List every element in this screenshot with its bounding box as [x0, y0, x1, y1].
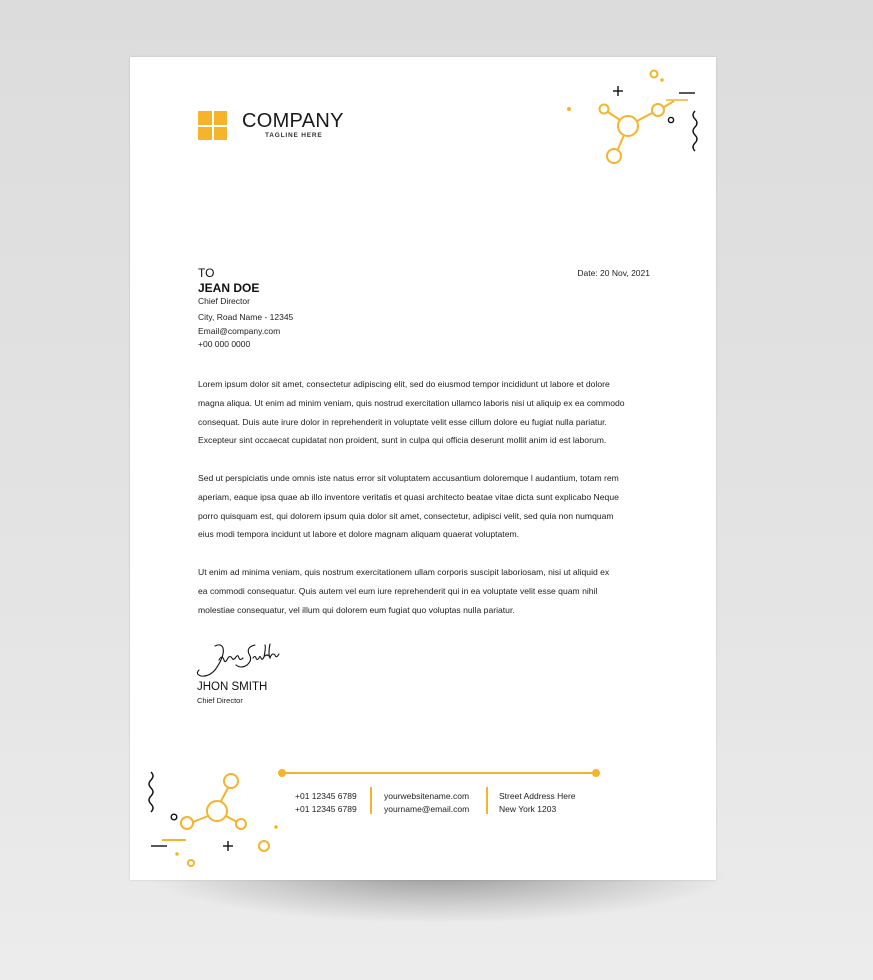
footer-city: New York 1203	[499, 803, 557, 814]
four-square-logo-icon	[198, 111, 227, 140]
footer-street: Street Address Here	[499, 791, 576, 801]
letterhead-page	[130, 57, 716, 880]
paragraph-line: eius modi tempora incidunt ut labore et dolore magnam aliquam quaerat voluptatem.	[198, 529, 520, 540]
paragraph-line: aperiam, eaque ipsa quae ab illo inventore veritatis et quasi architecto beatae vitae dicta sunt explicabo Neque	[198, 491, 619, 502]
body-paragraph-2	[198, 469, 658, 544]
recipient-name: JEAN DOE	[198, 281, 260, 295]
body-paragraph-1	[198, 375, 658, 450]
recipient-phone: +00 000 0000	[198, 339, 251, 349]
paragraph-line: ea commodi consequatur. Quis autem vel eum iure reprehenderit qui in ea voluptate velit esse quam nihil	[198, 585, 598, 596]
paragraph-line: Excepteur sint occaecat cupidatat non proident, sunt in culpa qui officia deserunt mollit anim id est laborum.	[198, 435, 607, 446]
signer-name: JHON SMITH	[197, 681, 268, 693]
footer-accent-line	[278, 768, 600, 778]
paragraph-line: Sed ut perspiciatis unde omnis iste natus error sit voluptatem accusantium doloremque l audantium, totam rem	[198, 473, 619, 483]
body-paragraph-3	[198, 563, 658, 619]
recipient-address: City, Road Name - 12345	[198, 312, 294, 322]
paragraph-line: porro quisquam est, qui dolorem ipsum quia dolor sit amet, consectetur, adipisci velit, sed quia non numquam	[198, 510, 614, 521]
footer-phone: +01 12345 6789	[295, 803, 357, 814]
signer-role: Chief Director	[197, 696, 243, 705]
footer-web	[384, 790, 469, 815]
footer-website: yourwebsitename.com	[384, 791, 470, 801]
paragraph-line: Ut enim ad minima veniam, quis nostrum exercitationem ullam corporis suscipit laboriosam, nisi ut aliquid ex	[198, 567, 610, 577]
company-tagline: TAGLINE HERE	[265, 132, 323, 139]
footer-address	[499, 790, 576, 815]
molecule-decoration-icon	[562, 65, 712, 170]
letter-date: Date: 20 Nov, 2021	[577, 268, 650, 278]
footer-phone: +01 12345 6789	[295, 791, 357, 801]
footer-divider	[486, 787, 488, 814]
footer-phones	[295, 790, 357, 815]
paragraph-line: molestiae consequatur, vel illum qui dolorem eum fugiat quo voluptas nulla pariatur.	[198, 604, 515, 615]
paragraph-line: consequat. Duis aute irure dolor in reprehenderit in voluptate velit esse cillum dolore eu fugiat nulla pariatur.	[198, 416, 607, 427]
footer-divider	[370, 787, 372, 814]
recipient-email: Email@company.com	[198, 326, 281, 336]
company-name: COMPANY	[242, 110, 344, 132]
paragraph-line: Lorem ipsum dolor sit amet, consectetur adipiscing elit, sed do eiusmod tempor incididunt ut labore et dolore	[198, 379, 610, 389]
to-label: TO	[198, 266, 215, 280]
footer-email: yourname@email.com	[384, 803, 470, 814]
molecule-decoration-icon	[144, 767, 284, 872]
handwritten-signature	[193, 640, 288, 680]
recipient-role: Chief Director	[198, 296, 250, 306]
paragraph-line: magna aliqua. Ut enim ad minim veniam, quis nostrud exercitation ullamco laboris nisi ut aliquip ex ea commodo	[198, 397, 625, 408]
